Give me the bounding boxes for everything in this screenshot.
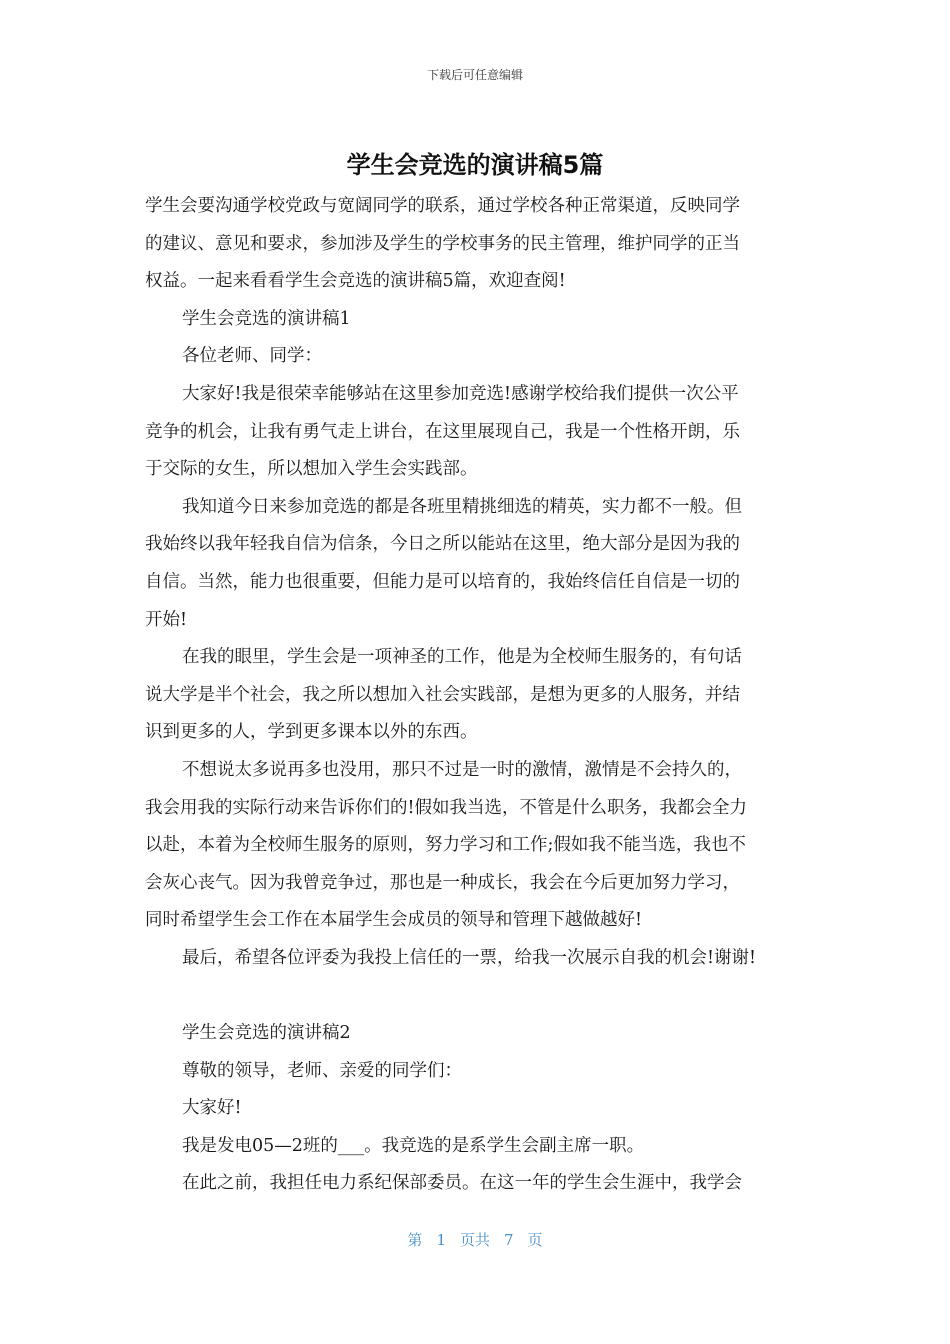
paragraph-line: 开始! [145, 609, 188, 630]
greeting-2: 大家好! [182, 1098, 242, 1119]
section-heading-2: 学生会竞选的演讲稿2 [182, 1023, 351, 1044]
page-label-prefix: 第 [407, 1231, 423, 1249]
intro-line-3: 权益。一起来看看学生会竞选的演讲稿5篇，欢迎查阅! [145, 271, 566, 292]
page-label-suffix: 页 [527, 1231, 543, 1249]
paragraph-line: 不想说太多说再多也没用，那只不过是一时的激情，激情是不会持久的， [182, 759, 742, 780]
paragraph-line: 在此之前，我担任电力系纪保部委员。在这一年的学生会生涯中，我学会 [182, 1173, 742, 1194]
closing-line-1: 最后，希望各位评委为我投上信任的一票，给我一次展示自我的机会!谢谢! [182, 947, 757, 968]
paragraph-line: 于交际的女生，所以想加入学生会实践部。 [145, 459, 478, 480]
paragraph-line: 我知道今日来参加竞选的都是各班里精挑细选的精英，实力都不一般。但 [182, 496, 742, 517]
document-title: 学生会竞选的演讲稿5篇 [346, 151, 604, 179]
header-note: 下载后可任意编辑 [426, 68, 523, 82]
paragraph-line: 我始终以我年轻我自信为信条，今日之所以能站在这里，绝大部分是因为我的 [145, 534, 740, 555]
blank-line [145, 977, 817, 1015]
paragraph-line: 竞争的机会，让我有勇气走上讲台，在这里展现自己，我是一个性格开朗，乐 [145, 421, 740, 442]
salutation-1: 各位老师、同学： [182, 346, 322, 367]
page-label-middle: 页共 [459, 1231, 490, 1249]
paragraph-line: 在我的眼里，学生会是一项神圣的工作，他是为全校师生服务的，有句话 [182, 647, 742, 668]
paragraph-line: 以赴，本着为全校师生服务的原则，努力学习和工作;假如我不能当选，我也不 [145, 835, 746, 856]
page-total: 7 [504, 1231, 514, 1249]
salutation-2: 尊敬的领导，老师、亲爱的同学们： [182, 1060, 462, 1081]
paragraph-line: 会灰心丧气。因为我曾竞争过，那也是一种成长，我会在今后更加努力学习， [145, 872, 740, 893]
paragraph-line: 说大学是半个社会，我之所以想加入社会实践部，是想为更多的人服务，并结 [145, 684, 740, 705]
paragraph-line: 我是发电05—2班的___。我竞选的是系学生会副主席一职。 [182, 1135, 645, 1156]
paragraph-line: 我会用我的实际行动来告诉你们的!假如我当选，不管是什么职务，我都会全力 [145, 797, 748, 818]
section-heading-1: 学生会竞选的演讲稿1 [182, 308, 351, 329]
page-number-footer [0, 1229, 950, 1251]
intro-line-2: 的建议、意见和要求，参加涉及学生的学校事务的民主管理，维护同学的正当 [145, 233, 740, 254]
paragraph-line: 同时希望学生会工作在本届学生会成员的领导和管理下越做越好! [145, 910, 643, 931]
document-body [145, 188, 817, 1203]
paragraph-line: 大家好!我是很荣幸能够站在这里参加竞选!感谢学校给我们提供一次公平 [182, 383, 739, 404]
intro-line-1: 学生会要沟通学校党政与宽阔同学的联系，通过学校各种正常渠道，反映同学 [145, 196, 740, 216]
paragraph-line: 识到更多的人，学到更多课本以外的东西。 [145, 722, 478, 743]
paragraph-line: 自信。当然，能力也很重要，但能力是可以培育的，我始终信任自信是一切的 [145, 571, 740, 592]
page-current: 1 [436, 1231, 446, 1249]
